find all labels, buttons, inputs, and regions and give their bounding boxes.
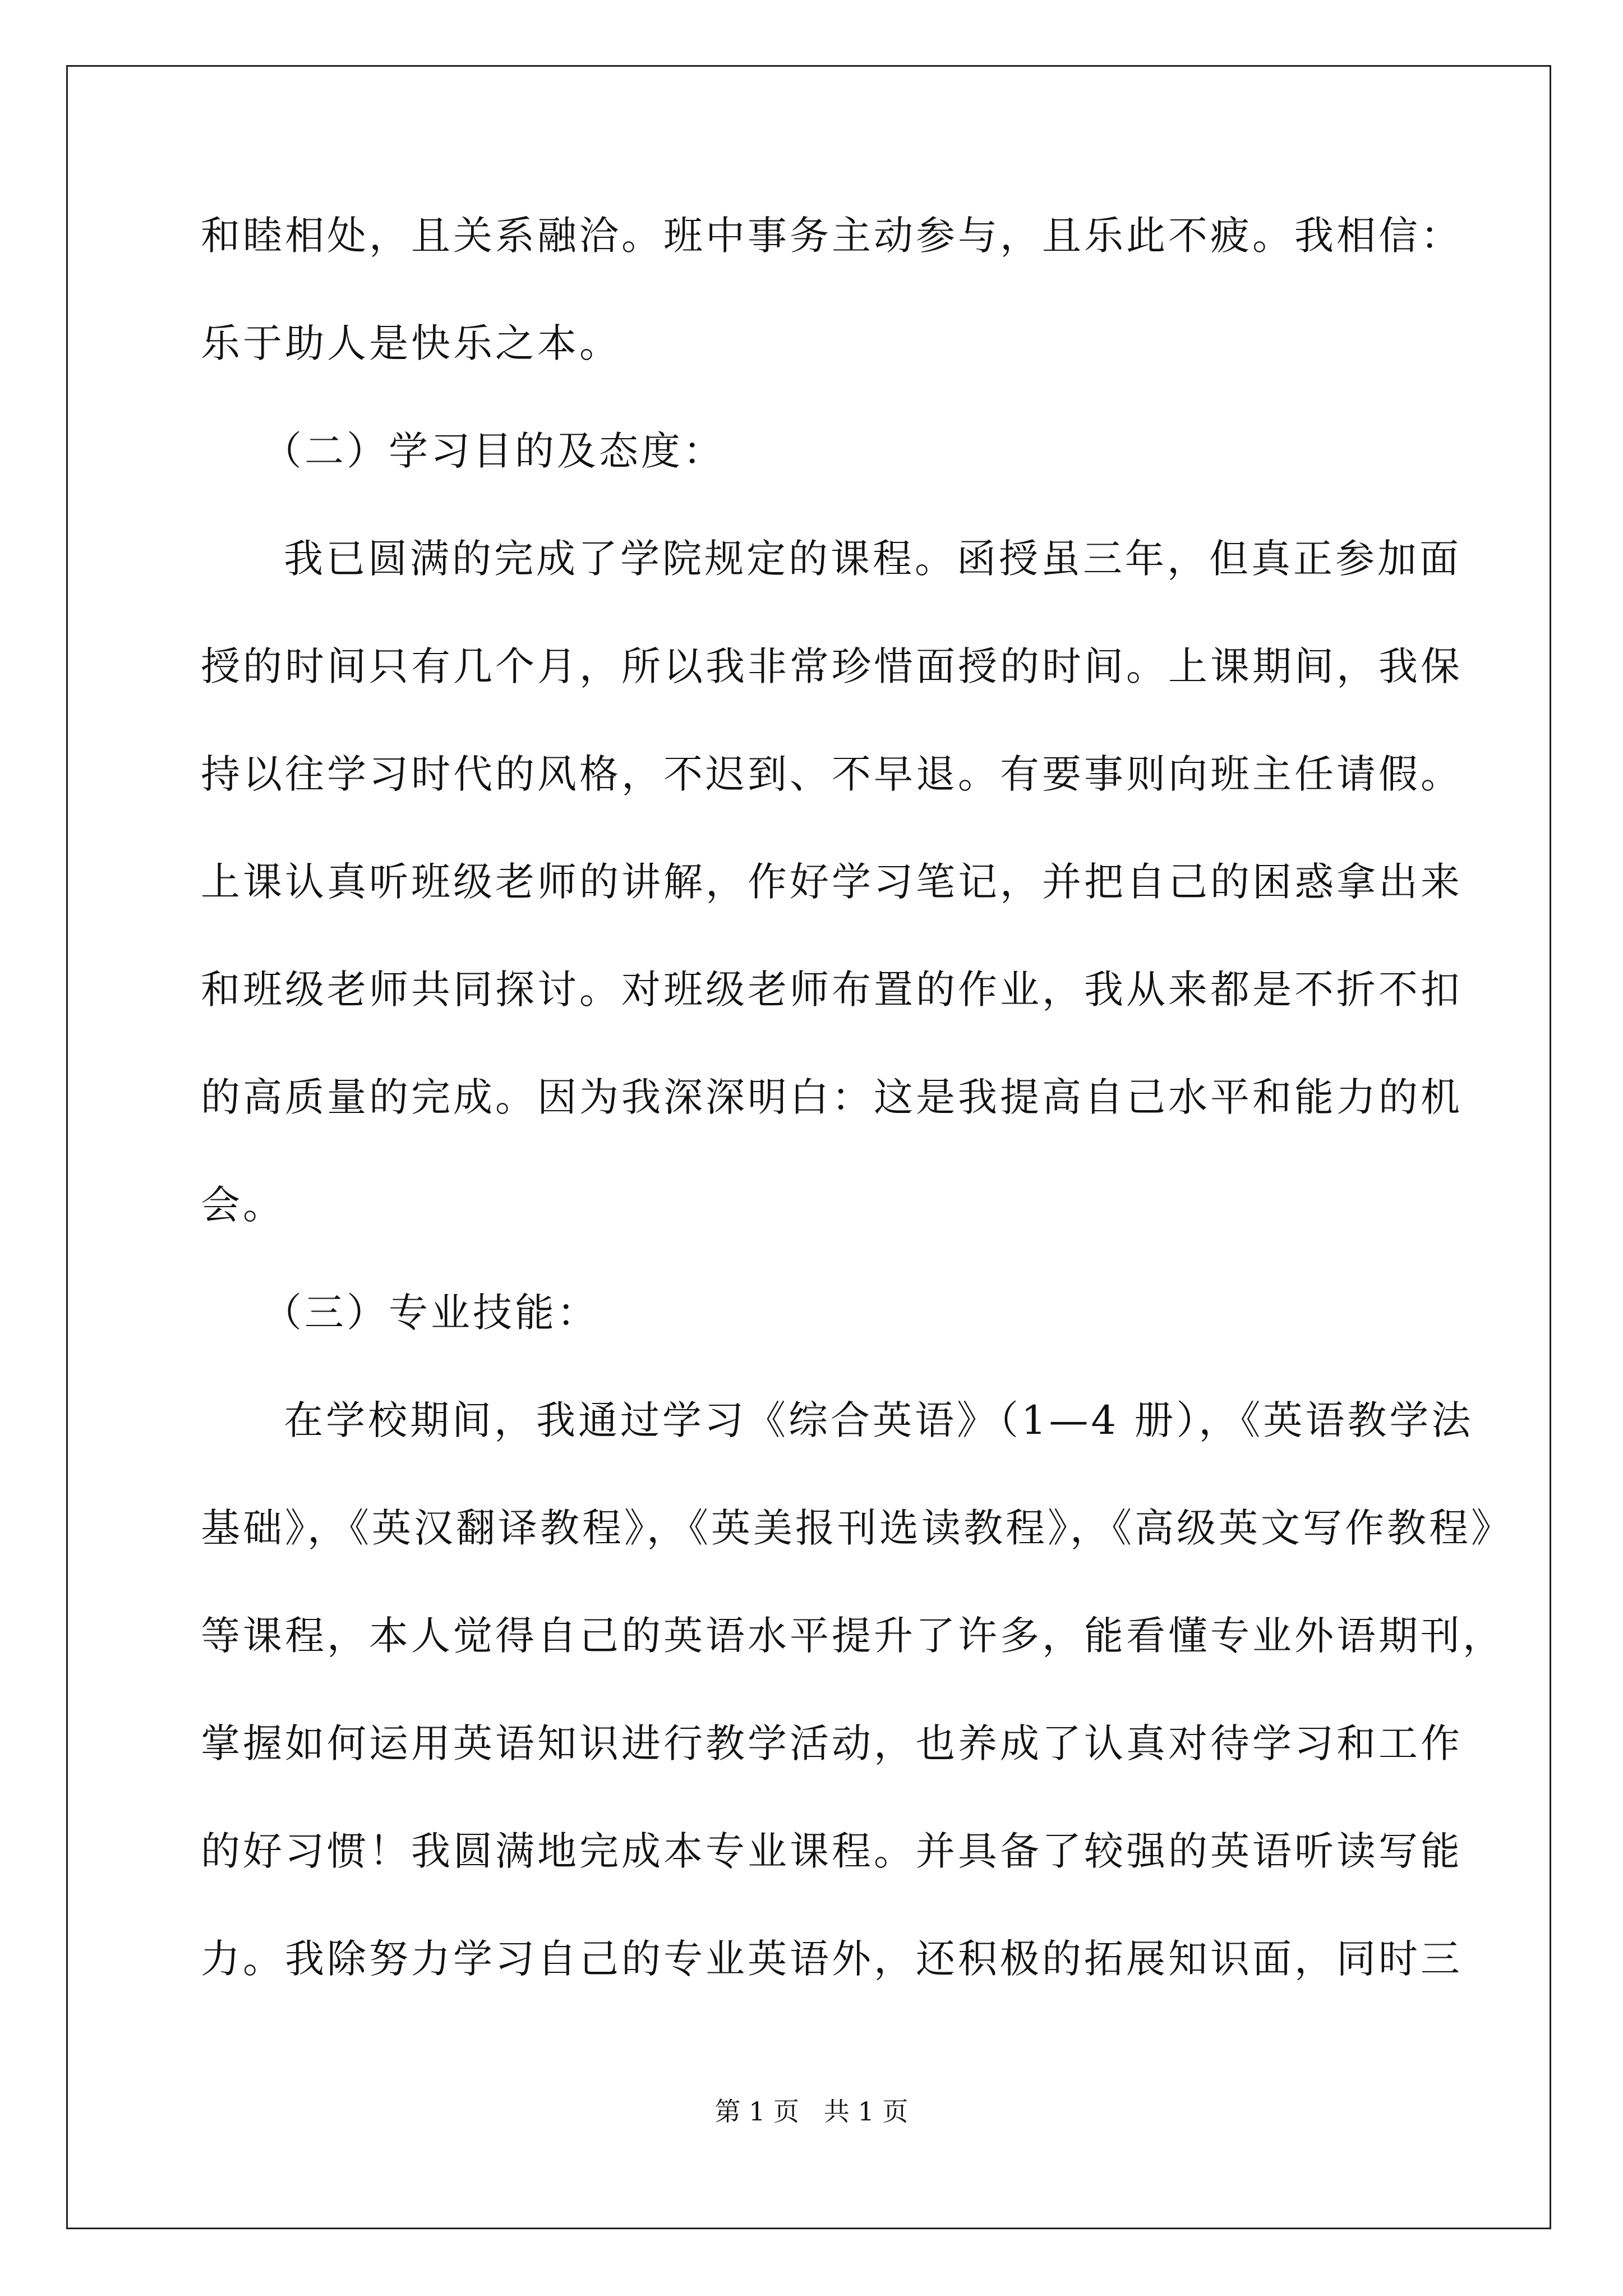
text-line: 和班级老师共同探讨。对班级老师布置的作业，我从来都是不折不扣	[201, 967, 1463, 1013]
paragraph-first-line: 我已圆满的完成了学院规定的课程。函授虽三年，但真正参加面	[284, 536, 1461, 582]
section-heading: （二）学习目的及态度：	[262, 428, 725, 474]
text-line: 等课程，本人觉得自己的英语水平提升了许多，能看懂专业外语期刊，	[201, 1613, 1505, 1659]
text-line: 基础》，《英汉翻译教程》，《英美报刊选读教程》，《高级英文写作教程》	[201, 1505, 1513, 1551]
text-line: 持以往学习时代的风格，不迟到、不早退。有要事则向班主任请假。	[201, 751, 1463, 797]
page-border	[66, 65, 1551, 2229]
section-heading: （三）专业技能：	[262, 1290, 599, 1336]
text-line: 的高质量的完成。因为我深深明白：这是我提高自己水平和能力的机	[201, 1074, 1463, 1120]
text-line: 乐于助人是快乐之本。	[201, 320, 621, 366]
text-line: 授的时间只有几个月，所以我非常珍惜面授的时间。上课期间，我保	[201, 643, 1463, 689]
text-line: 掌握如何运用英语知识进行教学活动，也养成了认真对待学习和工作	[201, 1720, 1463, 1766]
text-line: 会。	[201, 1182, 285, 1228]
page-number-footer: 第 1 页 共 1 页	[714, 2096, 909, 2127]
text-line: 力。我除努力学习自己的专业英语外，还积极的拓展知识面，同时三	[201, 1936, 1463, 1982]
paragraph-first-line: 在学校期间，我通过学习《综合英语》（1—4 册），《英语教学法	[284, 1397, 1474, 1443]
text-line: 的好习惯！我圆满地完成本专业课程。并具备了较强的英语听读写能	[201, 1828, 1463, 1874]
text-line: 上课认真听班级老师的讲解，作好学习笔记，并把自己的困惑拿出来	[201, 859, 1463, 905]
text-line: 和睦相处，且关系融洽。班中事务主动参与，且乐此不疲。我相信：	[201, 213, 1463, 259]
